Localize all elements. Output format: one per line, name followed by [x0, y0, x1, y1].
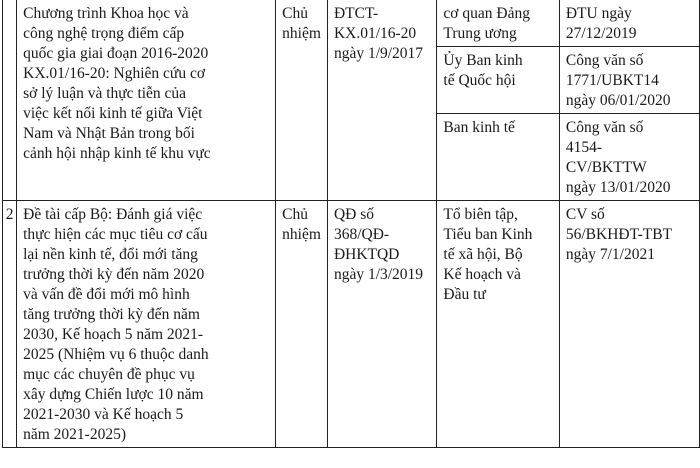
receiving-org-line: Ủy Ban kinh: [443, 52, 523, 69]
project-name-line: cảnh hội nhập kinh tế khu vực: [23, 145, 211, 162]
acceptance-doc-line: 27/12/2019: [565, 25, 637, 42]
role-line: Chủ: [282, 5, 308, 22]
receiving-org-line: Tổ biên tập,: [443, 206, 518, 223]
decision: [327, 0, 436, 201]
project-name-line: Đề tài cấp Bộ: Đánh giá việc: [23, 206, 203, 223]
acceptance-doc-line: 1771/UBKT14: [565, 72, 659, 89]
acceptance-doc-line: ngày 13/01/2020: [565, 179, 671, 196]
project-name-line: tăng trưởng thời kỳ đến năm: [23, 306, 200, 323]
role: [276, 201, 328, 448]
acceptance-doc-line: Công văn số: [565, 52, 644, 69]
acceptance-doc: [559, 114, 699, 201]
decision: [327, 201, 436, 448]
decision-line: ngày 1/9/2017: [333, 45, 424, 62]
receiving-org-line: Kế hoạch và: [443, 266, 521, 283]
acceptance-doc: [559, 47, 699, 114]
project-name-line: KX.01/16-20: Nghiên cứu cơ: [23, 65, 206, 82]
project-name-line: trưởng thời kỳ đến năm 2020: [23, 266, 205, 283]
projects-table: [2, 0, 700, 448]
project-name: [17, 0, 276, 201]
project-name: [17, 201, 276, 448]
role-line: Chủ: [282, 206, 308, 223]
receiving-org: [437, 47, 559, 114]
decision-line: ĐTCT-: [333, 5, 379, 22]
project-name-line: lại nền kinh tế, đổi mới tăng: [23, 246, 198, 263]
receiving-org-line: cơ quan Đảng: [443, 5, 530, 22]
table-row: [3, 201, 700, 448]
acceptance-doc: [559, 0, 699, 47]
acceptance-doc-line: Công văn số: [565, 119, 644, 136]
project-name-line: sở lý luận và thực tiễn của: [23, 85, 187, 102]
project-name-line: việc kết nối kinh tế giữa Việt: [23, 105, 203, 122]
receiving-org: [437, 0, 559, 47]
decision-line: 368/QĐ-: [333, 226, 390, 243]
acceptance-doc-line: ngày 06/01/2020: [565, 92, 671, 109]
decision-line: ĐHKTQD: [333, 246, 400, 263]
project-name-line: Nam và Nhật Bản trong bối: [23, 125, 195, 142]
project-name-line: công nghệ trọng điểm cấp: [23, 25, 185, 42]
role-line: nhiệm: [282, 226, 321, 243]
project-name-line: thực hiện các mục tiêu cơ cấu: [23, 226, 208, 243]
project-name-line: xây dựng Chiến lược 10 năm: [23, 386, 204, 403]
acceptance-doc-line: ĐTU ngày: [565, 5, 632, 22]
receiving-org-line: Đầu tư: [443, 286, 486, 303]
acceptance-doc-line: 56/BKHĐT-TBT: [565, 226, 673, 243]
acceptance-doc-line: 4154-: [565, 139, 603, 156]
receiving-org-line: tế Quốc hội: [443, 72, 516, 89]
decision-line: ngày 1/3/2019: [333, 266, 424, 283]
receiving-org: [437, 114, 559, 201]
role-line: nhiệm: [282, 25, 321, 42]
receiving-org-line: Tiểu ban Kinh: [443, 226, 533, 243]
project-name-line: mục các chuyên đề phục vụ: [23, 366, 195, 383]
project-name-line: Chương trình Khoa học và: [23, 5, 189, 22]
row-number: 2: [3, 201, 17, 448]
decision-line: KX.01/16-20: [333, 25, 417, 42]
acceptance-doc-line: ngày 7/1/2021: [565, 246, 655, 263]
row-number: [3, 0, 17, 201]
project-name-line: quốc gia giai đoạn 2016-2020: [23, 45, 209, 62]
project-name-line: và vấn đề đổi mới mô hình: [23, 286, 190, 303]
receiving-org-line: Trung ương: [443, 25, 517, 42]
project-name-line: 2030, Kế hoạch 5 năm 2021-: [23, 326, 204, 343]
project-name-line: năm 2021-2025): [23, 426, 127, 443]
receiving-org-line: tế xã hội, Bộ: [443, 246, 523, 263]
acceptance-doc-line: CV số: [565, 206, 605, 223]
acceptance-doc: [559, 201, 699, 448]
acceptance-doc-line: CV/BKTTW: [565, 159, 647, 176]
role: [276, 0, 328, 201]
decision-line: QĐ số: [333, 206, 374, 223]
projects-table-body: [3, 0, 700, 448]
receiving-org: [437, 201, 559, 448]
project-name-line: 2021-2030 và Kế hoạch 5: [23, 406, 184, 423]
table-row: [3, 0, 700, 47]
project-name-line: 2025 (Nhiệm vụ 6 thuộc danh: [23, 346, 209, 363]
receiving-org-line: Ban kinh tế: [443, 119, 515, 136]
